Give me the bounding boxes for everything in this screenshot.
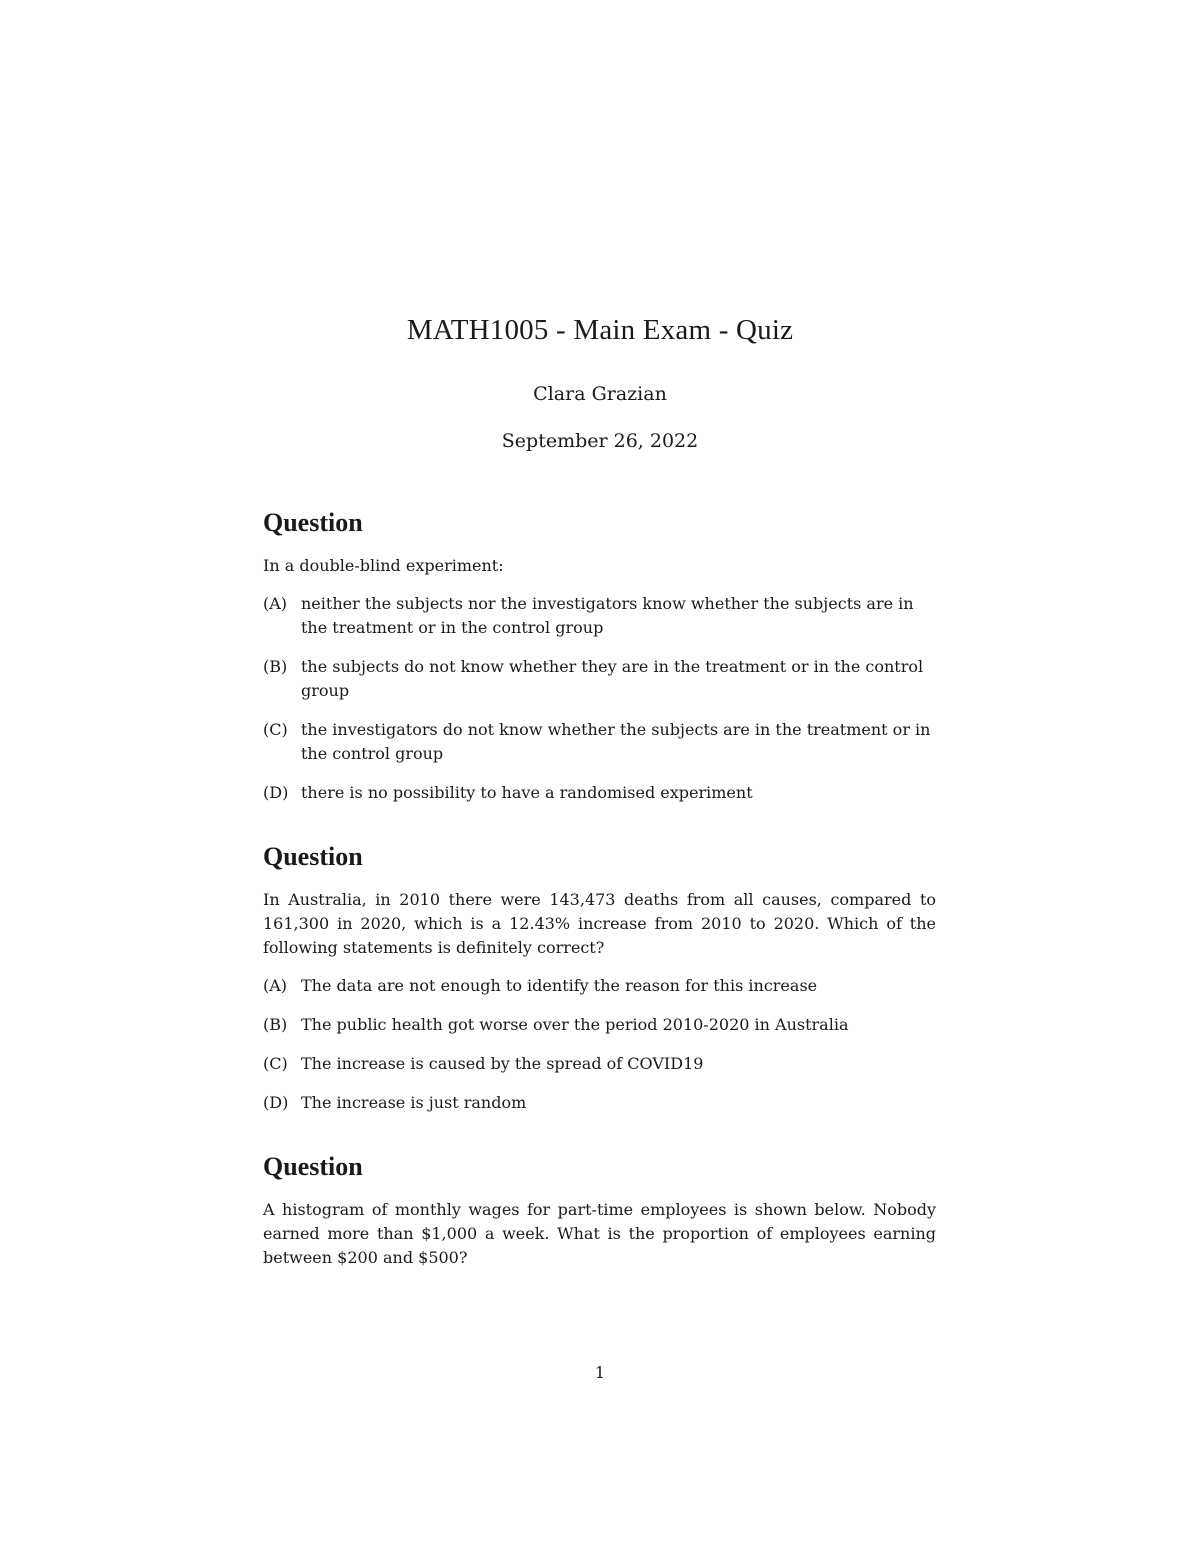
option-text: the investigators do not know whether the subjects are in the treatment or in the control group [301,720,931,763]
option-label: (B) [263,657,288,676]
question-section-2 [263,842,936,1130]
question-text: In Australia, in 2010 there were 143,473 deaths from all causes, compared to 161,300 in 2020, which is a 12.43% increase from 2010 to 2020. Which of the following statements is definitely correct? [263,890,936,957]
option-text: The data are not enough to identify the reason for this increase [301,976,818,995]
answer-options [263,592,936,805]
option-label: (C) [263,720,288,739]
option-text: the subjects do not know whether they are in the treatment or in the control group [301,657,924,700]
option-text: The public health got worse over the period 2010-2020 in Australia [301,1015,849,1034]
option-label: (A) [263,594,288,613]
option-label: (D) [263,783,289,802]
option-label: (A) [263,976,288,995]
option-label: (B) [263,1015,288,1034]
answer-option [263,1091,936,1115]
option-label: (C) [263,1054,288,1073]
option-text: neither the subjects nor the investigators know whether the subjects are in the treatment or in the control group [301,594,914,637]
question-heading: Question [263,1152,363,1181]
document-title: MATH1005 - Main Exam - Quiz [406,314,794,346]
answer-options [263,974,936,1115]
answer-option [263,1052,936,1076]
question-text: In a double-blind experiment: [263,556,504,575]
question-text: A histogram of monthly wages for part-time employees is shown below. Nobody earned more than $1,000 a week. What is the proportion of employees earning between $200 and $500? [263,1200,936,1267]
answer-option [263,974,936,998]
question-heading: Question [263,508,363,537]
answer-option [263,655,936,703]
answer-option [263,718,936,766]
page-number: 1 [594,1363,606,1382]
question-heading: Question [263,842,363,871]
question-section-3 [263,1152,936,1284]
document-author: Clara Grazian [533,383,667,405]
question-section-1 [263,508,936,820]
answer-option [263,1013,936,1037]
option-text: there is no possibility to have a randomised experiment [301,783,753,802]
answer-option [263,781,936,805]
option-text: The increase is just random [301,1093,527,1112]
document-date: September 26, 2022 [501,430,699,452]
option-text: The increase is caused by the spread of COVID19 [301,1054,704,1073]
option-label: (D) [263,1093,289,1112]
answer-option [263,592,936,640]
